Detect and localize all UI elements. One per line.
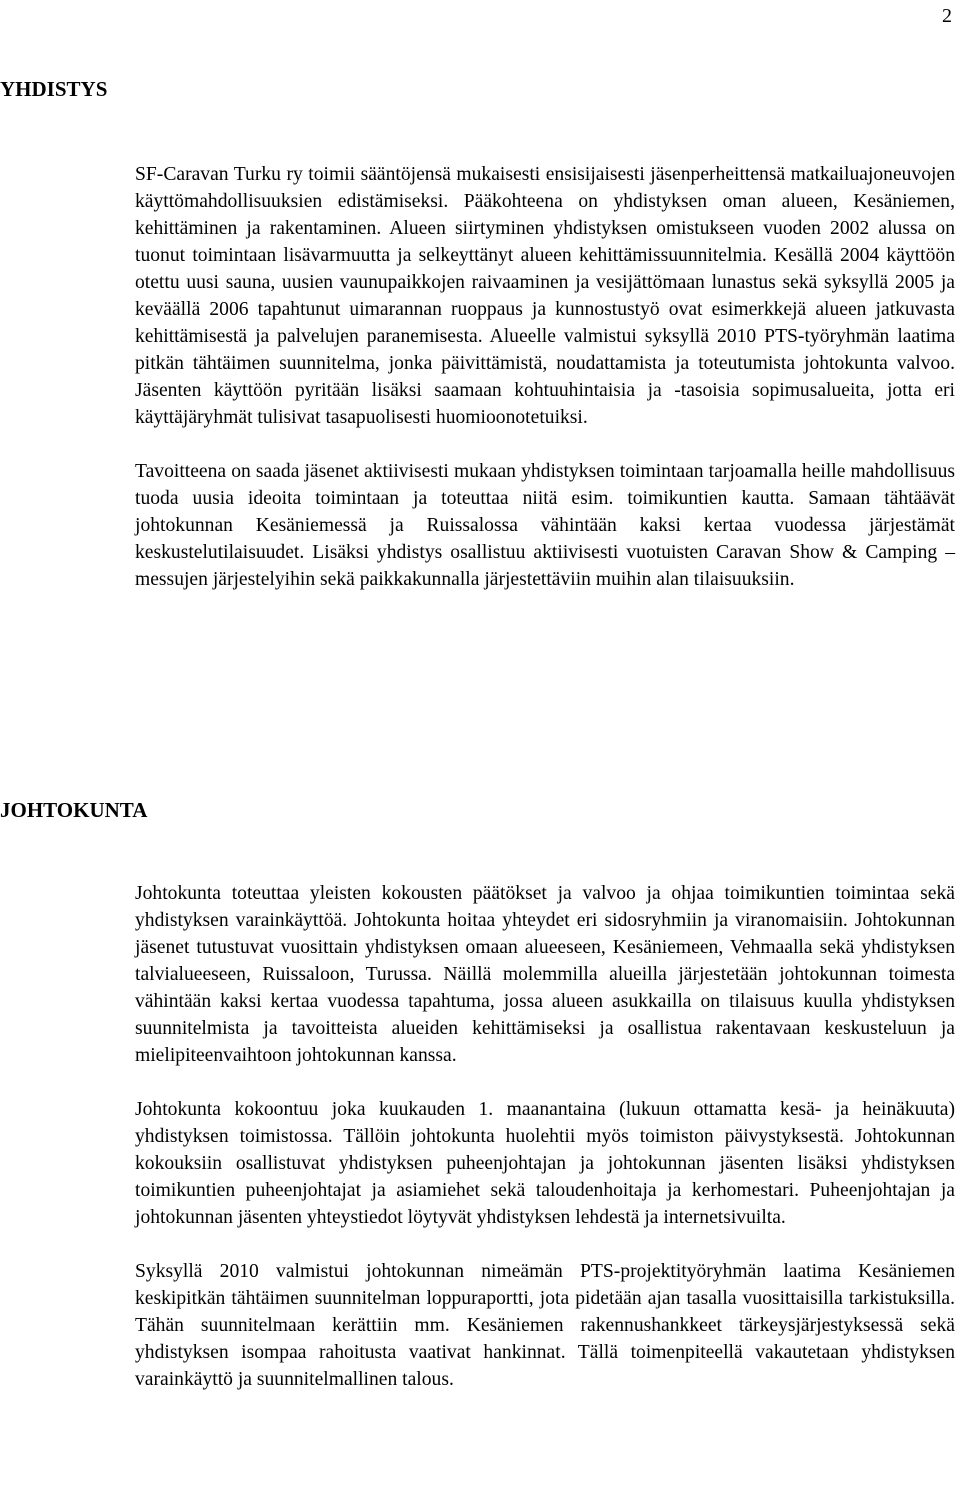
section-body-yhdistys	[135, 161, 955, 593]
paragraph: Tavoitteena on saada jäsenet aktiivisesti mukaan yhdistyksen toimintaan tarjoamalla heille mahdollisuus tuoda uusia ideoita toimintaan ja toteuttaa niitä esim. toimikuntien kautta. Samaan tähtäävät johtokunnan Kesäniemessä ja Ruissalossa vähintään kaksi kertaa vuodessa järjestämät keskustelutilaisuudet. Lisäksi yhdistys osallistuu aktiivisesti vuotuisten Caravan Show & Camping –messujen järjestelyihin sekä paikkakunnalla järjestettäviin muihin alan tilaisuuksiin.	[135, 461, 955, 590]
section-body-johtokunta	[135, 880, 955, 1393]
paragraph: Johtokunta toteuttaa yleisten kokousten päätökset ja valvoo ja ohjaa toimikuntien toimintaa sekä yhdistyksen varainkäyttöä. Johtokunta hoitaa yhteydet eri sidosryhmiin ja viranomaisiin. Johtokunnan jäsenet tutustuvat vuosittain yhdistyksen omaan alueeseen, Kesäniemeen, Vehmaalla sekä yhdistyksen talvialueeseen, Ruissaloon, Turussa. Näillä molemmilla alueilla järjestetään johtokunnan toimesta vähintään kaksi kertaa vuodessa tapahtuma, jossa alueen asukkailla on tilaisuus kuulla yhdistyksen suunnitelmista ja tavoitteista alueiden kehittämiseksi ja osallistua rakentavaan keskusteluun ja mielipiteenvaihtoon johtokunnan kanssa.	[135, 883, 955, 1066]
paragraph: SF-Caravan Turku ry toimii sääntöjensä mukaisesti ensisijaisesti jäsenperheittensä matkailuajoneuvojen käyttömahdollisuuksien edistämiseksi. Pääkohteena on yhdistyksen oman alueen, Kesäniemen, kehittäminen ja rakentaminen. Alueen siirtyminen yhdistyksen omistukseen vuoden 2002 alussa on tuonut toimintaan lisävarmuutta ja selkeyttänyt alueen kehittämissuunnitelmia. Kesällä 2004 käyttöön otettu uusi sauna, uusien vaunupaikkojen raivaaminen ja vesijättömaan lunastus sekä syksyllä 2005 ja keväällä 2006 tapahtunut uimarannan ruoppaus ja kunnostustyö ovat esimerkkejä alueen jatkuvasta kehittämisestä ja palvelujen paranemisesta. Alueelle valmistui syksyllä 2010 PTS-työryhmän laatima pitkän tähtäimen suunnitelma, jonka päivittämistä, noudattamista ja toteutumista johtokunta valvoo. Jäsenten käyttöön pyritään lisäksi saamaan kohtuuhintaisia ja -tasoisia sopimusalueita, jotta eri käyttäjäryhmät tulisivat tasapuolisesti huomioonotetuiksi.	[135, 164, 955, 428]
section-heading-johtokunta: JOHTOKUNTA	[0, 798, 148, 822]
paragraph: Syksyllä 2010 valmistui johtokunnan nimeämän PTS-projektityöryhmän laatima Kesäniemen keskipitkän tähtäimen suunnitelman loppuraportti, jota pidetään ajan tasalla vuosittaisilla tarkistuksilla. Tähän suunnitelmaan kerättiin mm. Kesäniemen rakennushankkeet tärkeysjärjestyksessä sekä yhdistyksen isompaa rahoitusta vaativat hankinnat. Tällä toimenpiteellä vakautetaan yhdistyksen varainkäyttö ja suunnitelmallinen talous.	[135, 1261, 955, 1390]
page-number: 2	[942, 5, 952, 27]
paragraph: Johtokunta kokoontuu joka kuukauden 1. maanantaina (lukuun ottamatta kesä- ja heinäkuuta) yhdistyksen toimistossa. Tällöin johtokunta huolehtii myös toimiston päivystyksestä. Johtokunnan kokouksiin osallistuvat yhdistyksen puheenjohtajan ja johtokunnan jäsenten lisäksi yhdistyksen toimikuntien puheenjohtajat ja asiamiehet sekä taloudenhoitaja ja kerhomestari. Puheenjohtajan ja johtokunnan jäsenten yhteystiedot löytyvät yhdistyksen lehdestä ja internetsivuilta.	[135, 1099, 955, 1228]
section-heading-yhdistys: YHDISTYS	[0, 77, 108, 101]
